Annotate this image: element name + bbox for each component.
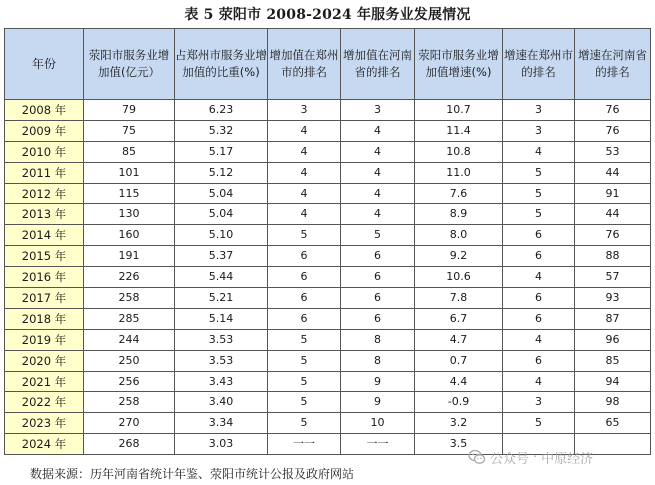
cell-rank-growth-henan: 53 — [575, 141, 651, 162]
cell-share-of-zhengzhou: 3.40 — [175, 392, 268, 413]
cell-rank-value-henan: 9 — [341, 371, 415, 392]
table-body — [5, 100, 651, 455]
cell-rank-growth-henan: 94 — [575, 371, 651, 392]
cell-rank-value-zhengzhou: 4 — [268, 183, 341, 204]
cell-share-of-zhengzhou: 5.44 — [175, 267, 268, 288]
cell-rank-growth-zhengzhou: 3 — [503, 392, 575, 413]
cell-value-added: 191 — [84, 246, 175, 267]
watermark — [468, 446, 593, 468]
cell-growth-rate: 0.7 — [415, 350, 503, 371]
table-row — [5, 246, 651, 267]
cell-year: 2011 年 — [5, 162, 84, 183]
cell-value-added: 226 — [84, 267, 175, 288]
cell-share-of-zhengzhou: 3.03 — [175, 434, 268, 455]
cell-rank-growth-henan: 85 — [575, 350, 651, 371]
cell-year: 2008 年 — [5, 100, 84, 121]
cell-growth-rate: 6.7 — [415, 308, 503, 329]
cell-rank-growth-zhengzhou: 5 — [503, 162, 575, 183]
cell-rank-growth-henan: 96 — [575, 329, 651, 350]
cell-rank-growth-zhengzhou: 3 — [503, 100, 575, 121]
cell-rank-value-henan: 4 — [341, 183, 415, 204]
cell-year: 2009 年 — [5, 120, 84, 141]
cell-rank-value-henan: 4 — [341, 162, 415, 183]
table-row — [5, 141, 651, 162]
cell-share-of-zhengzhou: 3.53 — [175, 329, 268, 350]
cell-value-added: 258 — [84, 288, 175, 309]
cell-share-of-zhengzhou: 5.04 — [175, 183, 268, 204]
cell-rank-value-henan: 8 — [341, 329, 415, 350]
cell-rank-growth-zhengzhou: 5 — [503, 204, 575, 225]
cell-rank-value-henan: 10 — [341, 413, 415, 434]
cell-growth-rate: -0.9 — [415, 392, 503, 413]
cell-rank-value-zhengzhou: 4 — [268, 204, 341, 225]
service-industry-table — [4, 28, 651, 455]
cell-growth-rate: 10.7 — [415, 100, 503, 121]
cell-rank-value-zhengzhou: 4 — [268, 162, 341, 183]
cell-rank-growth-zhengzhou: 6 — [503, 288, 575, 309]
cell-rank-growth-zhengzhou: 3 — [503, 120, 575, 141]
cell-share-of-zhengzhou: 6.23 — [175, 100, 268, 121]
table-row — [5, 329, 651, 350]
cell-rank-value-zhengzhou: 3 — [268, 100, 341, 121]
cell-growth-rate: 4.4 — [415, 371, 503, 392]
table-row — [5, 225, 651, 246]
cell-rank-value-zhengzhou: 5 — [268, 329, 341, 350]
header-row — [5, 29, 651, 100]
cell-rank-value-henan: 一一 — [341, 434, 415, 455]
header-rank-value-zhengzhou: 增加值在郑州市的排名 — [268, 29, 341, 100]
cell-year: 2014 年 — [5, 225, 84, 246]
cell-value-added: 79 — [84, 100, 175, 121]
cell-year: 2024 年 — [5, 434, 84, 455]
table-row — [5, 183, 651, 204]
watermark-account-label: 公众号 — [490, 451, 530, 467]
cell-rank-growth-henan: 87 — [575, 308, 651, 329]
table-row — [5, 308, 651, 329]
cell-rank-value-zhengzhou: 5 — [268, 392, 341, 413]
cell-rank-value-henan: 6 — [341, 308, 415, 329]
cell-rank-growth-henan: 76 — [575, 225, 651, 246]
cell-value-added: 160 — [84, 225, 175, 246]
cell-value-added: 285 — [84, 308, 175, 329]
cell-rank-growth-zhengzhou: 6 — [503, 308, 575, 329]
cell-growth-rate: 3.2 — [415, 413, 503, 434]
cell-rank-value-zhengzhou: 6 — [268, 267, 341, 288]
cell-rank-growth-zhengzhou: 6 — [503, 225, 575, 246]
cell-rank-growth-henan: 44 — [575, 204, 651, 225]
table-row — [5, 204, 651, 225]
cell-growth-rate: 11.0 — [415, 162, 503, 183]
table-row — [5, 413, 651, 434]
cell-value-added: 244 — [84, 329, 175, 350]
cell-year: 2015 年 — [5, 246, 84, 267]
table-row — [5, 288, 651, 309]
header-rank-growth-henan: 增速在河南省的排名 — [575, 29, 651, 100]
cell-rank-value-zhengzhou: 一一 — [268, 434, 341, 455]
cell-year: 2013 年 — [5, 204, 84, 225]
cell-growth-rate: 4.7 — [415, 329, 503, 350]
cell-growth-rate: 7.8 — [415, 288, 503, 309]
cell-growth-rate: 8.0 — [415, 225, 503, 246]
cell-growth-rate: 10.6 — [415, 267, 503, 288]
cell-year: 2012 年 — [5, 183, 84, 204]
cell-year: 2022 年 — [5, 392, 84, 413]
table-row — [5, 371, 651, 392]
cell-value-added: 270 — [84, 413, 175, 434]
cell-value-added: 85 — [84, 141, 175, 162]
cell-year: 2023 年 — [5, 413, 84, 434]
data-source-note: 数据来源：历年河南省统计年鉴、荥阳市统计公报及政府网站 — [30, 467, 355, 481]
cell-value-added: 101 — [84, 162, 175, 183]
table-row — [5, 267, 651, 288]
cell-year: 2016 年 — [5, 267, 84, 288]
cell-year: 2020 年 — [5, 350, 84, 371]
header-rank-value-henan: 增加值在河南省的排名 — [341, 29, 415, 100]
cell-rank-value-zhengzhou: 4 — [268, 141, 341, 162]
cell-value-added: 258 — [84, 392, 175, 413]
cell-rank-growth-henan: 93 — [575, 288, 651, 309]
cell-rank-growth-zhengzhou: 4 — [503, 141, 575, 162]
cell-value-added: 130 — [84, 204, 175, 225]
header-growth-rate: 荥阳市服务业增加值增速(%) — [415, 29, 503, 100]
cell-rank-growth-henan: 76 — [575, 100, 651, 121]
cell-rank-growth-henan: 98 — [575, 392, 651, 413]
cell-rank-value-henan: 4 — [341, 141, 415, 162]
cell-share-of-zhengzhou: 5.21 — [175, 288, 268, 309]
cell-share-of-zhengzhou: 5.04 — [175, 204, 268, 225]
cell-rank-growth-henan: 76 — [575, 120, 651, 141]
cell-rank-growth-zhengzhou: 5 — [503, 183, 575, 204]
cell-year: 2021 年 — [5, 371, 84, 392]
cell-rank-growth-zhengzhou: 4 — [503, 329, 575, 350]
cell-rank-growth-henan: 91 — [575, 183, 651, 204]
cell-rank-value-zhengzhou: 6 — [268, 288, 341, 309]
table-row — [5, 350, 651, 371]
table-row — [5, 100, 651, 121]
cell-share-of-zhengzhou: 5.37 — [175, 246, 268, 267]
cell-rank-growth-henan: 44 — [575, 162, 651, 183]
header-rank-growth-zhengzhou: 增速在郑州市的排名 — [503, 29, 575, 100]
table-row — [5, 162, 651, 183]
cell-rank-value-zhengzhou: 5 — [268, 413, 341, 434]
cell-value-added: 115 — [84, 183, 175, 204]
cell-growth-rate: 7.6 — [415, 183, 503, 204]
cell-rank-value-zhengzhou: 5 — [268, 371, 341, 392]
watermark-separator: · — [533, 449, 538, 465]
cell-share-of-zhengzhou: 5.32 — [175, 120, 268, 141]
cell-rank-growth-zhengzhou: 6 — [503, 246, 575, 267]
table-title: 表 5 荥阳市 2008-2024 年服务业发展情况 — [184, 7, 471, 23]
cell-growth-rate: 8.9 — [415, 204, 503, 225]
cell-share-of-zhengzhou: 3.53 — [175, 350, 268, 371]
cell-year: 2018 年 — [5, 308, 84, 329]
cell-rank-value-henan: 4 — [341, 120, 415, 141]
cell-rank-value-zhengzhou: 5 — [268, 225, 341, 246]
cell-rank-growth-henan: 57 — [575, 267, 651, 288]
wechat-icon — [468, 448, 486, 466]
cell-value-added: 268 — [84, 434, 175, 455]
cell-share-of-zhengzhou: 5.14 — [175, 308, 268, 329]
cell-rank-growth-zhengzhou: 4 — [503, 267, 575, 288]
cell-share-of-zhengzhou: 5.17 — [175, 141, 268, 162]
cell-rank-value-henan: 3 — [341, 100, 415, 121]
cell-rank-growth-henan: 65 — [575, 413, 651, 434]
cell-year: 2017 年 — [5, 288, 84, 309]
header-year: 年份 — [5, 29, 84, 100]
header-share-of-zhengzhou: 占郑州市服务业增加值的比重(%) — [175, 29, 268, 100]
cell-growth-rate: 3.5 — [415, 434, 503, 455]
cell-rank-growth-zhengzhou: 4 — [503, 371, 575, 392]
cell-rank-value-zhengzhou: 5 — [268, 350, 341, 371]
cell-growth-rate: 10.8 — [415, 141, 503, 162]
cell-rank-value-zhengzhou: 6 — [268, 308, 341, 329]
cell-rank-value-zhengzhou: 4 — [268, 120, 341, 141]
cell-rank-value-henan: 5 — [341, 225, 415, 246]
cell-growth-rate: 9.2 — [415, 246, 503, 267]
cell-rank-value-henan: 4 — [341, 204, 415, 225]
cell-share-of-zhengzhou: 5.12 — [175, 162, 268, 183]
cell-rank-value-zhengzhou: 6 — [268, 246, 341, 267]
header-value-added: 荥阳市服务业增加值(亿元） — [84, 29, 175, 100]
table-row — [5, 392, 651, 413]
cell-share-of-zhengzhou: 3.43 — [175, 371, 268, 392]
cell-value-added: 256 — [84, 371, 175, 392]
cell-rank-value-henan: 6 — [341, 288, 415, 309]
cell-share-of-zhengzhou: 5.10 — [175, 225, 268, 246]
cell-rank-growth-zhengzhou: 6 — [503, 350, 575, 371]
cell-year: 2010 年 — [5, 141, 84, 162]
cell-rank-value-henan: 6 — [341, 267, 415, 288]
cell-value-added: 250 — [84, 350, 175, 371]
cell-share-of-zhengzhou: 3.34 — [175, 413, 268, 434]
cell-year: 2019 年 — [5, 329, 84, 350]
cell-rank-growth-henan: 88 — [575, 246, 651, 267]
cell-rank-value-henan: 8 — [341, 350, 415, 371]
cell-rank-value-henan: 9 — [341, 392, 415, 413]
cell-rank-growth-zhengzhou: 5 — [503, 413, 575, 434]
table-row — [5, 120, 651, 141]
watermark-account-name: 中原经济 — [541, 451, 594, 467]
cell-value-added: 75 — [84, 120, 175, 141]
cell-growth-rate: 11.4 — [415, 120, 503, 141]
cell-rank-value-henan: 6 — [341, 246, 415, 267]
